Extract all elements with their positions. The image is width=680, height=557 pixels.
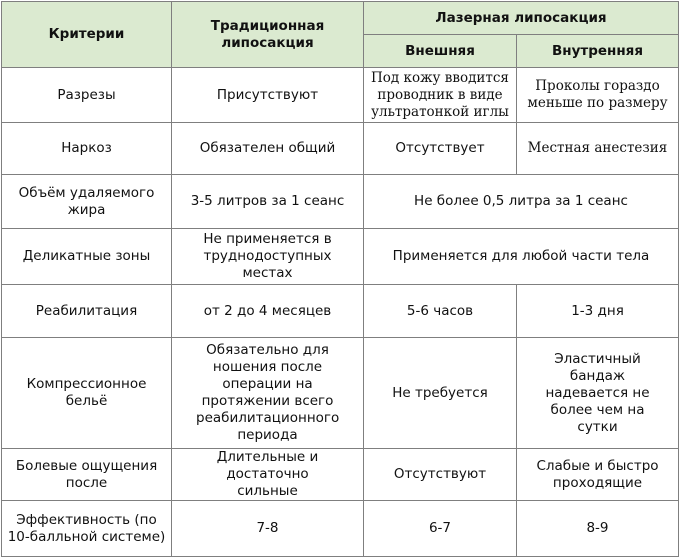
external-cell: Не требуется (364, 338, 517, 449)
laser-cell: Применяется для любой части тела (364, 229, 679, 285)
traditional-cell: Длительные и достаточно сильные (172, 449, 364, 501)
external-cell: Под кожу вводится проводник в виде ультратонкой иглы (364, 68, 517, 123)
table-row (2, 123, 679, 175)
table-row (2, 175, 679, 229)
header-laser: Лазерная липосакция (364, 2, 679, 35)
external-cell: 5-6 часов (364, 285, 517, 338)
traditional-cell: 3-5 литров за 1 сеанс (172, 175, 364, 229)
traditional-cell: Обязательно для ношения после операции на протяжении всего реабилитационного периода (172, 338, 364, 449)
table-row (2, 338, 679, 449)
traditional-cell: 7-8 (172, 501, 364, 557)
criterion-cell: Наркоз (2, 123, 172, 175)
internal-cell: Слабые и быстро проходящие (517, 449, 679, 501)
traditional-cell: Обязателен общий (172, 123, 364, 175)
criterion-cell: Болевые ощущения после (2, 449, 172, 501)
criterion-cell: Эффективность (по 10-балльной системе) (2, 501, 172, 557)
traditional-cell: Не применяется в труднодоступных местах (172, 229, 364, 285)
table-row (2, 285, 679, 338)
external-cell: Отсутствует (364, 123, 517, 175)
header-internal: Внутренняя (517, 35, 679, 68)
table-row (2, 501, 679, 557)
table-row (2, 68, 679, 123)
header-row (2, 2, 679, 35)
criterion-cell: Реабилитация (2, 285, 172, 338)
header-criteria: Критерии (2, 2, 172, 68)
criterion-cell: Разрезы (2, 68, 172, 123)
table-row (2, 229, 679, 285)
criterion-cell: Объём удаляемого жира (2, 175, 172, 229)
internal-cell: 1-3 дня (517, 285, 679, 338)
internal-cell: Проколы гораздо меньше по размеру (517, 68, 679, 123)
header-external: Внешняя (364, 35, 517, 68)
external-cell: Отсутствуют (364, 449, 517, 501)
header-traditional: Традиционная липосакция (172, 2, 364, 68)
traditional-cell: Присутствуют (172, 68, 364, 123)
criterion-cell: Деликатные зоны (2, 229, 172, 285)
table-row (2, 449, 679, 501)
internal-cell: Местная анестезия (517, 123, 679, 175)
external-cell: 6-7 (364, 501, 517, 557)
laser-cell: Не более 0,5 литра за 1 сеанс (364, 175, 679, 229)
traditional-cell: от 2 до 4 месяцев (172, 285, 364, 338)
internal-cell: Эластичный бандаж надевается не более чем на сутки (517, 338, 679, 449)
internal-cell: 8-9 (517, 501, 679, 557)
comparison-table (1, 1, 679, 557)
criterion-cell: Компрессионное бельё (2, 338, 172, 449)
